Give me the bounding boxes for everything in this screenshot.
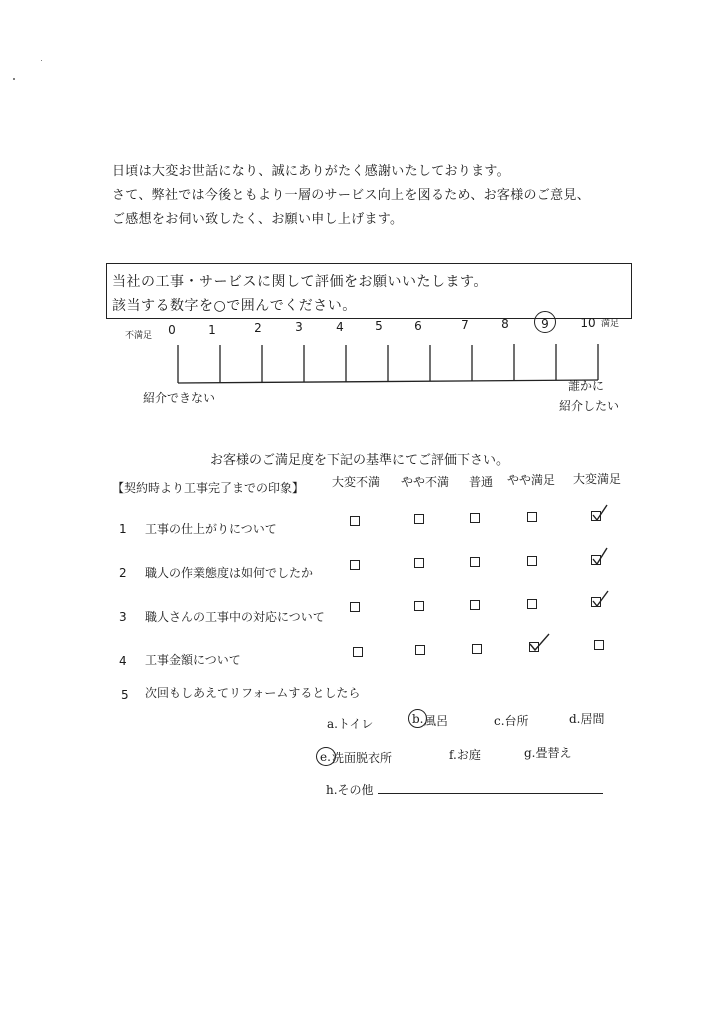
q4-neutral-checkbox[interactable] bbox=[472, 644, 482, 654]
reform-option-e-letter[interactable]: e. bbox=[320, 750, 331, 764]
reform-option-b-letter[interactable]: b. bbox=[412, 712, 424, 726]
q4-very-dissatisfied-checkbox[interactable] bbox=[353, 647, 363, 657]
q1-very-satisfied-checkbox[interactable] bbox=[591, 511, 601, 521]
q3-very-satisfied-checkbox[interactable] bbox=[591, 597, 601, 607]
scale-number-9[interactable]: 9 bbox=[541, 317, 549, 331]
q2-very-dissatisfied-checkbox[interactable] bbox=[350, 560, 360, 570]
reform-option-c[interactable]: c.台所 bbox=[494, 714, 529, 728]
question-1-number: 1 bbox=[119, 522, 127, 536]
scale-number-6[interactable]: 6 bbox=[414, 319, 422, 333]
question-2-number: 2 bbox=[119, 566, 127, 580]
question-1-text: 工事の仕上がりについて bbox=[145, 522, 277, 536]
column-header-very-dissatisfied: 大変不満 bbox=[331, 475, 380, 489]
reform-option-e-text[interactable]: 洗面脱衣所 bbox=[332, 751, 393, 765]
scale-number-4[interactable]: 4 bbox=[336, 320, 344, 334]
q2-somewhat-satisfied-checkbox[interactable] bbox=[527, 556, 537, 566]
reform-option-h[interactable]: h.その他 bbox=[326, 783, 374, 797]
selected-score-circle bbox=[534, 311, 556, 333]
column-header-somewhat-satisfied: やや満足 bbox=[506, 473, 555, 487]
q2-very-satisfied-checkbox[interactable] bbox=[591, 555, 601, 565]
rating-scale-ruler bbox=[170, 335, 610, 387]
question-4-number: 4 bbox=[119, 654, 127, 668]
reform-option-b-circle bbox=[408, 709, 427, 728]
scale-number-2[interactable]: 2 bbox=[254, 321, 262, 335]
column-header-somewhat-dissatisfied: やや不満 bbox=[400, 475, 449, 489]
q3-very-dissatisfied-checkbox[interactable] bbox=[350, 602, 360, 612]
intro-line-3: ご感想をお伺い致したく、お願い申し上げます。 bbox=[112, 212, 404, 227]
q3-somewhat-dissatisfied-checkbox[interactable] bbox=[414, 601, 424, 611]
instruction-line-1: 当社の工事・サービスに関して評価をお願いいたします。 bbox=[112, 274, 488, 290]
reform-option-a[interactable]: a.トイレ bbox=[327, 717, 374, 731]
question-5-text: 次回もしあえてリフォームするとしたら bbox=[145, 686, 361, 700]
scan-speck bbox=[13, 78, 15, 80]
scale-low-label: 不満足 bbox=[125, 331, 153, 341]
q4-somewhat-dissatisfied-checkbox[interactable] bbox=[415, 645, 425, 655]
question-3-text: 職人さんの工事中の対応について bbox=[145, 610, 325, 624]
q2-somewhat-dissatisfied-checkbox[interactable] bbox=[414, 558, 424, 568]
q2-neutral-checkbox[interactable] bbox=[470, 557, 480, 567]
instruction-line-2: 該当する数字を○で囲んでください。 bbox=[112, 298, 357, 314]
reform-option-f[interactable]: f.お庭 bbox=[449, 748, 481, 762]
section-label: 【契約時より工事完了までの印象】 bbox=[112, 481, 305, 495]
scale-number-10[interactable]: 10 bbox=[580, 316, 596, 330]
question-3-number: 3 bbox=[119, 610, 127, 624]
scale-right-caption-2: 紹介したい bbox=[559, 399, 620, 413]
scale-right-caption-1: 誰かに bbox=[568, 379, 605, 393]
reform-other-blank-line[interactable] bbox=[378, 793, 603, 794]
intro-line-2: さて、弊社では今後ともより一層のサービス向上を図るため、お客様のご意見、 bbox=[112, 188, 591, 203]
q4-somewhat-satisfied-checkbox[interactable] bbox=[529, 642, 539, 652]
reform-option-e-circle bbox=[316, 747, 336, 766]
reform-option-b-text[interactable]: 風呂 bbox=[424, 714, 449, 728]
reform-option-d[interactable]: d.居間 bbox=[569, 712, 605, 726]
q3-neutral-checkbox[interactable] bbox=[470, 600, 480, 610]
scale-number-1[interactable]: 1 bbox=[208, 323, 216, 337]
question-5-number: 5 bbox=[121, 688, 129, 702]
scan-speck bbox=[41, 60, 42, 61]
scale-number-7[interactable]: 7 bbox=[461, 318, 469, 332]
scale-high-label: 満足 bbox=[601, 319, 620, 329]
q4-very-satisfied-checkbox[interactable] bbox=[594, 640, 604, 650]
column-header-very-satisfied: 大変満足 bbox=[572, 472, 621, 486]
question-4-text: 工事金額について bbox=[145, 653, 241, 667]
scale-left-caption: 紹介できない bbox=[143, 391, 216, 405]
scale-number-5[interactable]: 5 bbox=[375, 319, 383, 333]
intro-line-1: 日頃は大変お世話になり、誠にありがたく感謝いたしております。 bbox=[112, 164, 510, 179]
reform-option-g[interactable]: g.畳替え bbox=[524, 746, 572, 760]
q1-very-dissatisfied-checkbox[interactable] bbox=[350, 516, 360, 526]
scale-number-3[interactable]: 3 bbox=[295, 320, 303, 334]
q1-neutral-checkbox[interactable] bbox=[470, 513, 480, 523]
q1-somewhat-satisfied-checkbox[interactable] bbox=[527, 512, 537, 522]
q3-somewhat-satisfied-checkbox[interactable] bbox=[527, 599, 537, 609]
column-header-neutral: 普通 bbox=[468, 475, 493, 489]
q1-somewhat-dissatisfied-checkbox[interactable] bbox=[414, 514, 424, 524]
question-2-text: 職人の作業態度は如何でしたか bbox=[145, 566, 314, 580]
satisfaction-heading: お客様のご満足度を下記の基準にてご評価下さい。 bbox=[210, 453, 510, 468]
scale-number-0[interactable]: 0 bbox=[168, 323, 176, 337]
scale-number-8[interactable]: 8 bbox=[501, 317, 509, 331]
